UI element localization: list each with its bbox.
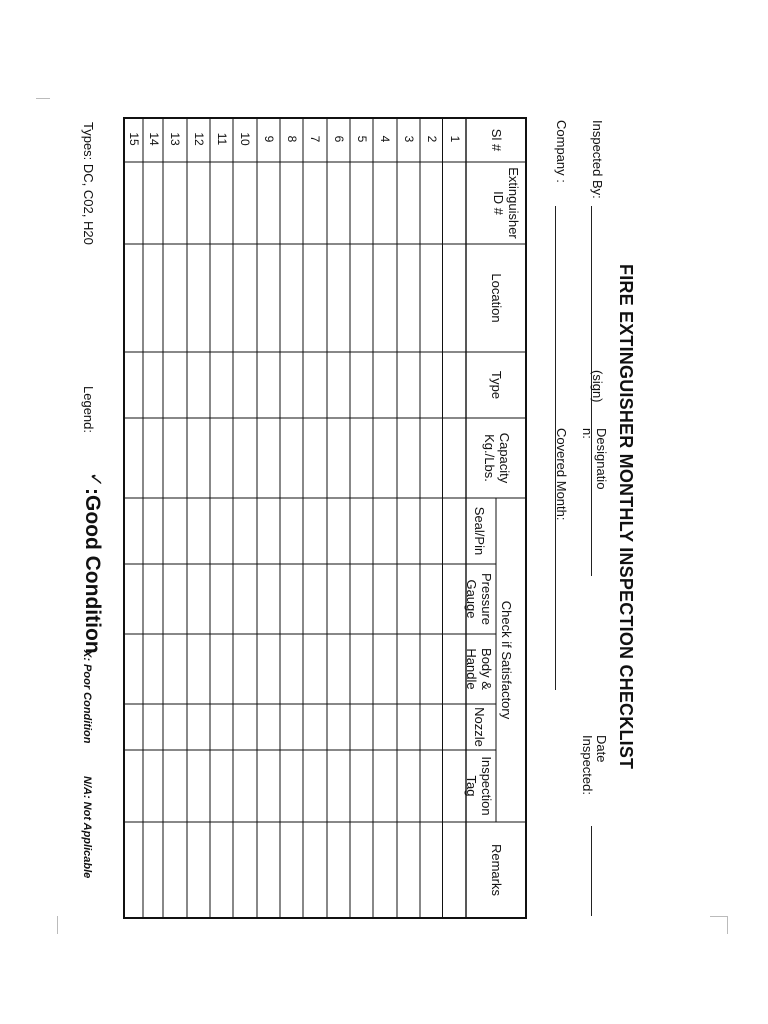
- legend-good-condition: :Good Condition: [81, 488, 104, 654]
- legend-poor-condition: X: Poor Condition: [81, 650, 93, 744]
- company-label: Company :: [554, 120, 569, 183]
- col-sl-header: Sl #: [489, 128, 504, 152]
- col-pressure-header: Pressure Gauge: [464, 572, 494, 626]
- col-capacity-header: Capacity Kg./Lbs.: [482, 432, 512, 484]
- designation-label: Designatio n:: [580, 428, 609, 490]
- row-number-10: 10: [238, 132, 252, 146]
- row-number-7: 7: [308, 135, 322, 143]
- col-type-header: Type: [489, 370, 504, 400]
- row-number-1: 1: [448, 135, 462, 143]
- col-body-header: Body & Handle: [464, 648, 494, 690]
- row-number-2: 2: [425, 135, 439, 143]
- row-number-12: 12: [192, 132, 206, 146]
- legend-not-applicable: N/A: Not Applicable: [81, 776, 93, 879]
- crop-mark: [710, 916, 728, 917]
- crop-mark: [727, 916, 728, 934]
- crop-mark: [57, 916, 58, 934]
- col-seal-header: Seal/Pin: [472, 506, 487, 556]
- col-extinguisher-header: Extinguisher ID #: [491, 167, 521, 239]
- col-nozzle-header: Nozzle: [472, 707, 487, 747]
- check-satisfactory-header: Check if Satisfactory: [499, 600, 514, 720]
- covered-month-label: Covered Month:: [554, 428, 569, 521]
- sign-label: (sign): [590, 370, 605, 403]
- row-number-3: 3: [402, 135, 416, 143]
- row-number-13: 13: [168, 132, 182, 146]
- row-number-15: 15: [127, 132, 141, 146]
- col-remarks-header: Remarks: [489, 843, 504, 896]
- col-inspection-tag-header: Inspection Tag: [464, 756, 494, 816]
- row-number-6: 6: [332, 135, 346, 143]
- row-number-4: 4: [378, 135, 392, 143]
- row-number-5: 5: [355, 135, 369, 143]
- row-number-14: 14: [147, 132, 161, 146]
- check-mark-icon: ✓: [86, 472, 106, 488]
- date-inspected-label: Date Inspected:: [580, 735, 609, 795]
- row-number-9: 9: [262, 135, 276, 143]
- types-note: Types: DC, C02, H20: [81, 122, 96, 245]
- inspected-by-label: Inspected By:: [590, 120, 605, 199]
- row-number-8: 8: [285, 135, 299, 143]
- col-location-header: Location: [489, 273, 504, 323]
- crop-mark: [36, 98, 50, 99]
- form-title: FIRE EXTINGUISHER MONTHLY INSPECTION CHECKLIST: [616, 264, 636, 770]
- legend-label: Legend:: [81, 386, 96, 433]
- row-number-11: 11: [215, 132, 229, 146]
